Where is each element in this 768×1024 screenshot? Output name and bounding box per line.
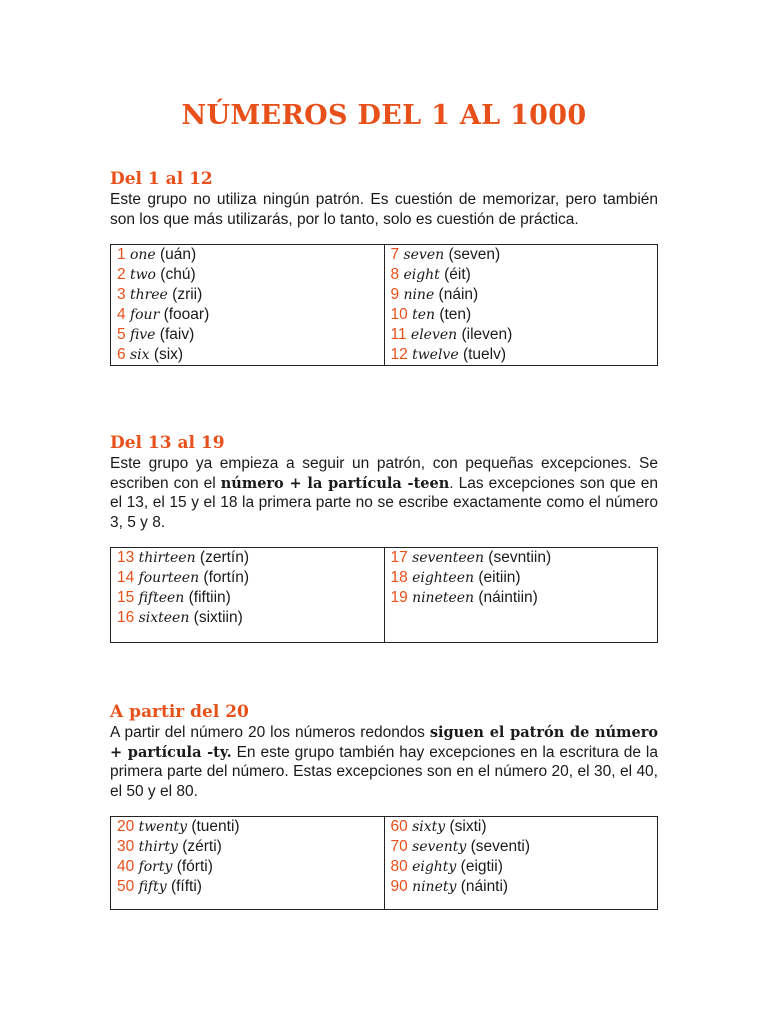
table-column-left bbox=[111, 548, 385, 643]
numbers-table bbox=[110, 244, 658, 366]
number-word: twenty bbox=[138, 819, 188, 835]
number-pronunciation: (éit) bbox=[444, 266, 471, 283]
number-entry bbox=[117, 285, 384, 305]
paragraph-bold-text: siguen el patrón de número + partícula -ty. bbox=[110, 724, 658, 761]
number-digit: 1 bbox=[117, 246, 126, 263]
number-word: nineteen bbox=[412, 590, 475, 606]
number-digit: 12 bbox=[390, 346, 408, 363]
section-from-20 bbox=[110, 701, 658, 910]
number-pronunciation: (zrii) bbox=[172, 286, 203, 303]
number-entry bbox=[117, 245, 384, 265]
number-word: forty bbox=[138, 859, 173, 875]
number-word: one bbox=[129, 247, 156, 263]
number-pronunciation: (zertín) bbox=[199, 549, 249, 566]
number-word: sixty bbox=[412, 819, 446, 835]
number-pronunciation: (tuenti) bbox=[191, 818, 240, 835]
number-entry bbox=[117, 345, 384, 365]
number-entry bbox=[391, 345, 658, 365]
number-digit: 30 bbox=[117, 838, 135, 855]
number-digit: 3 bbox=[117, 286, 126, 303]
section-heading: A partir del 20 bbox=[110, 702, 249, 722]
number-digit: 90 bbox=[390, 878, 408, 895]
section-1-12 bbox=[110, 168, 658, 366]
number-entry bbox=[117, 588, 384, 608]
number-entry bbox=[391, 265, 658, 285]
number-digit: 18 bbox=[390, 569, 408, 586]
section-heading: Del 1 al 12 bbox=[110, 169, 213, 189]
number-entry bbox=[117, 817, 384, 837]
paragraph-text: En este grupo también hay excepciones en la escritura de la primera parte del número. Estas excepciones son en el número 20, el 30, el 40, el 50 y el 80. bbox=[110, 743, 658, 800]
numbers-table bbox=[110, 816, 658, 910]
number-word: three bbox=[129, 287, 168, 303]
number-pronunciation: (sixtiin) bbox=[193, 609, 243, 626]
number-entry bbox=[117, 305, 384, 325]
number-entry bbox=[117, 265, 384, 285]
number-pronunciation: (fortín) bbox=[203, 569, 250, 586]
paragraph-bold-text: número + la partícula -teen bbox=[220, 474, 450, 492]
number-entry bbox=[391, 245, 658, 265]
paragraph-text: . Las excepciones son que en el 13, el 15 y el 18 la primera parte no se escribe exactamente como el número 3, 5 y 8. bbox=[110, 474, 659, 531]
number-digit: 17 bbox=[390, 549, 408, 566]
number-pronunciation: (eitiin) bbox=[478, 569, 521, 586]
number-entry bbox=[391, 837, 658, 857]
number-digit: 7 bbox=[390, 246, 400, 263]
number-digit: 11 bbox=[390, 326, 407, 343]
number-word: eighteen bbox=[412, 570, 475, 586]
section-paragraph bbox=[110, 190, 658, 229]
number-word: ten bbox=[412, 307, 435, 323]
number-word: fifteen bbox=[138, 590, 185, 606]
number-word: nine bbox=[403, 287, 435, 303]
number-digit: 16 bbox=[117, 609, 135, 626]
table-column-left bbox=[111, 245, 385, 366]
number-digit: 6 bbox=[117, 346, 126, 363]
number-word: ninety bbox=[412, 879, 457, 895]
number-word: thirty bbox=[138, 839, 178, 855]
number-digit: 9 bbox=[390, 286, 400, 303]
number-pronunciation: (ten) bbox=[439, 306, 472, 323]
number-digit: 40 bbox=[117, 858, 135, 875]
number-entry bbox=[117, 857, 384, 877]
number-word: six bbox=[129, 347, 150, 363]
number-pronunciation: (sevntiin) bbox=[488, 549, 552, 566]
number-digit: 60 bbox=[390, 818, 408, 835]
number-entry bbox=[391, 285, 658, 305]
number-pronunciation: (fooar) bbox=[163, 306, 210, 323]
number-pronunciation: (sixti) bbox=[449, 818, 487, 835]
number-digit: 70 bbox=[390, 838, 408, 855]
table-column-left bbox=[111, 817, 385, 910]
number-pronunciation: (seven) bbox=[448, 246, 501, 263]
number-pronunciation: (uán) bbox=[159, 246, 197, 263]
number-word: sixteen bbox=[138, 610, 190, 626]
number-word: five bbox=[129, 327, 156, 343]
number-digit: 10 bbox=[390, 306, 408, 323]
number-digit: 5 bbox=[117, 326, 126, 343]
number-word: four bbox=[129, 307, 160, 323]
number-digit: 14 bbox=[117, 569, 135, 586]
number-pronunciation: (zérti) bbox=[182, 838, 222, 855]
number-entry bbox=[117, 837, 384, 857]
number-pronunciation: (ileven) bbox=[461, 326, 513, 343]
number-entry bbox=[391, 817, 658, 837]
paragraph-text: Este grupo no utiliza ningún patrón. Es cuestión de memorizar, pero también son los que más utilizarás, por lo tanto, solo es cuestión de práctica. bbox=[110, 191, 658, 228]
number-pronunciation: (náinti) bbox=[460, 878, 509, 895]
number-digit: 2 bbox=[117, 266, 126, 283]
number-pronunciation: (náintiin) bbox=[478, 589, 538, 606]
number-word: eight bbox=[403, 267, 440, 283]
number-digit: 15 bbox=[117, 589, 135, 606]
number-entry bbox=[391, 857, 658, 877]
number-pronunciation: (faiv) bbox=[159, 326, 195, 343]
table-column-right bbox=[384, 817, 658, 910]
number-digit: 80 bbox=[390, 858, 408, 875]
number-word: two bbox=[129, 267, 156, 283]
number-entry bbox=[391, 588, 658, 608]
number-word: fifty bbox=[138, 879, 167, 895]
number-entry bbox=[391, 568, 658, 588]
number-entry bbox=[117, 877, 384, 897]
number-digit: 50 bbox=[117, 878, 135, 895]
number-entry bbox=[117, 608, 384, 628]
number-word: thirteen bbox=[138, 550, 196, 566]
number-pronunciation: (fórti) bbox=[176, 858, 213, 875]
number-entry bbox=[391, 877, 658, 897]
number-pronunciation: (six) bbox=[153, 346, 184, 363]
number-entry bbox=[117, 548, 384, 568]
number-entry bbox=[117, 568, 384, 588]
number-pronunciation: (seventi) bbox=[470, 838, 531, 855]
paragraph-text: A partir del número 20 los números redondos bbox=[110, 724, 430, 741]
number-pronunciation: (chú) bbox=[160, 266, 196, 283]
number-entry bbox=[117, 325, 384, 345]
number-entry bbox=[391, 325, 658, 345]
number-pronunciation: (fiftiin) bbox=[188, 589, 231, 606]
number-pronunciation: (eigtii) bbox=[460, 858, 503, 875]
number-digit: 8 bbox=[390, 266, 400, 283]
page-title: NÚMEROS DEL 1 AL 1000 bbox=[181, 100, 587, 131]
number-word: eighty bbox=[412, 859, 457, 875]
number-word: twelve bbox=[412, 347, 459, 363]
number-pronunciation: (náin) bbox=[438, 286, 479, 303]
number-digit: 4 bbox=[117, 306, 126, 323]
table-column-right bbox=[384, 245, 658, 366]
paragraph-text: Este grupo ya empieza a seguir un patrón, con pequeñas excepciones. Se escriben con el bbox=[110, 455, 658, 492]
number-digit: 13 bbox=[117, 549, 135, 566]
section-paragraph bbox=[110, 454, 658, 532]
number-pronunciation: (tuelv) bbox=[462, 346, 507, 363]
number-digit: 20 bbox=[117, 818, 135, 835]
number-word: seventeen bbox=[412, 550, 484, 566]
section-13-19 bbox=[110, 432, 658, 643]
number-word: fourteen bbox=[138, 570, 200, 586]
number-entry bbox=[391, 548, 658, 568]
section-paragraph bbox=[110, 723, 658, 801]
number-word: seventy bbox=[412, 839, 467, 855]
number-word: eleven bbox=[410, 327, 458, 343]
number-pronunciation: (fífti) bbox=[170, 878, 202, 895]
numbers-table bbox=[110, 547, 658, 643]
number-word: seven bbox=[403, 247, 445, 263]
section-heading: Del 13 al 19 bbox=[110, 433, 225, 453]
number-entry bbox=[391, 305, 658, 325]
table-column-right bbox=[384, 548, 658, 643]
number-digit: 19 bbox=[390, 589, 408, 606]
